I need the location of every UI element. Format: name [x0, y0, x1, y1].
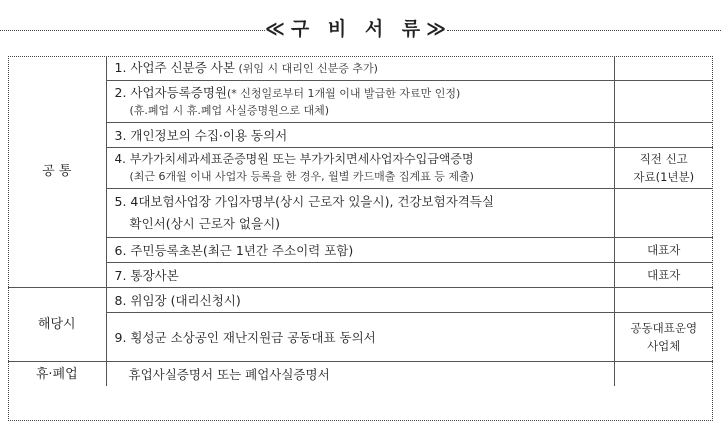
- item-cell: [106, 313, 614, 362]
- item-cell: [106, 123, 614, 148]
- note-line: 직전 신고: [639, 152, 688, 166]
- item-label: 휴업사실증명서 또는 폐업사실증명서: [128, 366, 330, 382]
- item-cell: [106, 81, 614, 123]
- note-cell: 대표자: [614, 263, 713, 288]
- title-divider-right: [447, 30, 721, 31]
- table-row: [8, 123, 713, 148]
- item-second-line: (휴.폐업 시 휴.폐업 사실증명원으로 대체): [129, 104, 330, 117]
- page-title: ≪구 비 서 류≫: [265, 18, 453, 40]
- item-label: 3. 개인정보의 수집·이용 동의서: [114, 127, 288, 143]
- note-cell: [614, 81, 713, 123]
- note-cell: [614, 56, 713, 81]
- item-cell: [106, 263, 614, 288]
- item-label: 5. 4대보험사업장 가입자명부(상시 근로자 있을시), 건강보험자격득실: [114, 194, 494, 209]
- item-label: 4. 부가가치세과세표준증명원 또는 부가가치면세사업자수입금액증명: [114, 152, 474, 166]
- table-row: [8, 189, 713, 238]
- category-cell: 휴·폐업: [8, 362, 106, 387]
- table-row: [8, 148, 713, 189]
- title-bar: [0, 0, 721, 58]
- item-label: 1. 사업주 신분증 사본: [114, 60, 235, 75]
- item-sub-label: (위임 시 대리인 신분증 추가): [234, 62, 378, 75]
- documents-table: [8, 56, 713, 386]
- note-line: 공동대표운영: [630, 321, 698, 335]
- note-cell: [614, 148, 713, 189]
- table-row: [8, 81, 713, 123]
- item-label: 8. 위임장 (대리신청시): [114, 292, 241, 308]
- item-cell: [106, 148, 614, 189]
- category-cell: 공 통: [8, 56, 106, 288]
- item-cell: [106, 56, 614, 81]
- table-row: [8, 288, 713, 313]
- item-label: 6. 주민등록초본(최근 1년간 주소이력 포함): [114, 242, 354, 258]
- item-cell: [106, 238, 614, 263]
- table-row: [8, 313, 713, 362]
- item-second-line: 확인서(상시 근로자 없을시): [129, 216, 281, 231]
- item-cell: [106, 189, 614, 238]
- item-label: 7. 통장사본: [114, 267, 179, 283]
- note-cell: [614, 362, 713, 387]
- category-cell: 해당시: [8, 288, 106, 362]
- item-second-line: (최근 6개월 이내 사업자 등록을 한 경우, 월별 카드매출 집계표 등 제출): [129, 170, 474, 183]
- table-row: [8, 362, 713, 387]
- table-row: [8, 238, 713, 263]
- item-cell: [106, 288, 614, 313]
- table-row: [8, 56, 713, 81]
- note-cell: [614, 313, 713, 362]
- item-sub-label: (* 신청일로부터 1개월 이내 발급한 자료만 인정): [227, 87, 461, 100]
- item-label: 2. 사업자등록증명원: [114, 85, 227, 100]
- note-cell: [614, 123, 713, 148]
- item-label: 9. 횡성군 소상공인 재난지원금 공동대표 동의서: [114, 329, 376, 345]
- note-line: 사업체: [647, 339, 681, 353]
- note-cell: [614, 189, 713, 238]
- note-line: 자료(1년분): [633, 170, 695, 184]
- table-row: [8, 263, 713, 288]
- title-divider-left: [0, 30, 265, 31]
- note-cell: 대표자: [614, 238, 713, 263]
- item-cell: [106, 362, 614, 387]
- note-cell: [614, 288, 713, 313]
